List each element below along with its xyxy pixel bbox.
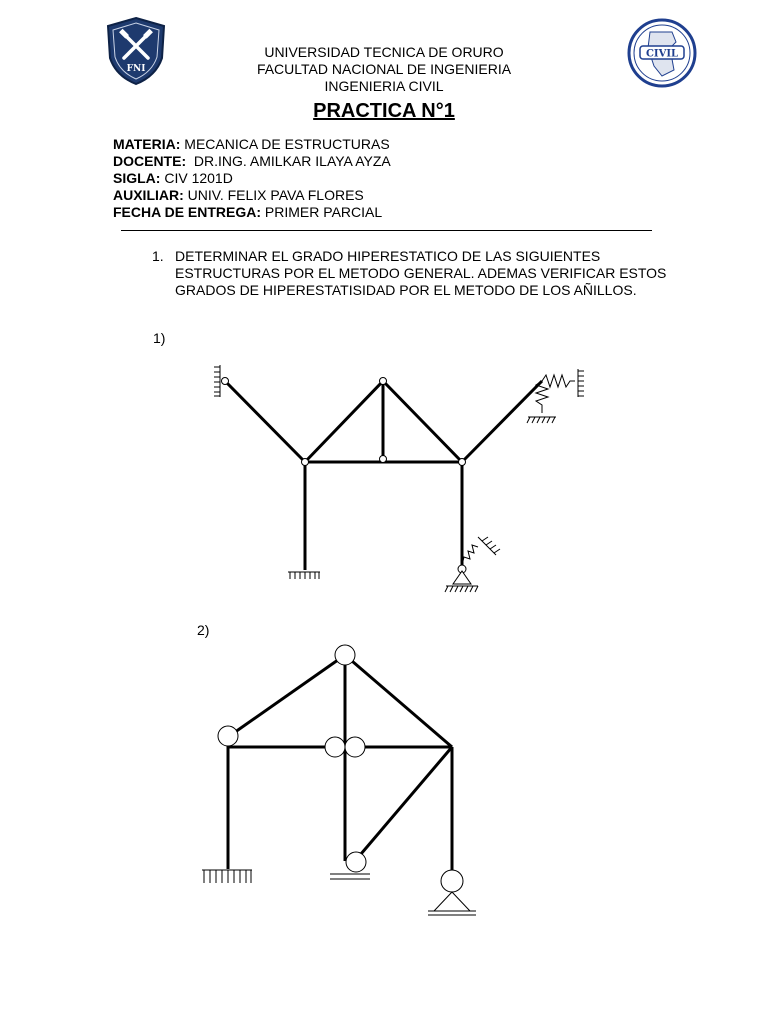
question-line: GRADOS DE HIPERESTATISIDAD POR EL METODO DE LOS AÑILLOS. — [175, 282, 637, 298]
info-value: MECANICA DE ESTRUCTURAS — [180, 136, 390, 152]
faculty-name: FACULTAD NACIONAL DE INGENIERIA — [256, 61, 512, 77]
info-label: MATERIA: — [113, 136, 181, 152]
left-wall-support — [214, 365, 220, 397]
pinned-support — [428, 892, 476, 915]
structure-diagram-2 — [190, 635, 490, 925]
frame-members — [225, 381, 542, 570]
roller-support — [330, 874, 370, 879]
frame-members — [228, 655, 452, 875]
info-row-fecha — [113, 204, 391, 221]
fni-logo-text: FNI — [126, 64, 146, 74]
hinge-nodes — [218, 645, 463, 892]
info-label: AUXILIAR: — [113, 187, 184, 203]
info-row-sigla — [113, 170, 391, 187]
page-title-container — [0, 100, 768, 123]
structure-diagram-1 — [200, 355, 600, 600]
question-line: DETERMINAR EL GRADO HIPERESTATICO DE LAS SIGUIENTES — [175, 248, 601, 264]
header-divider — [121, 230, 652, 231]
question-number: 1. — [152, 248, 164, 264]
info-value: CIV 1201D — [160, 170, 233, 186]
university-name: UNIVERSIDAD TECNICA DE ORURO — [264, 44, 504, 60]
hinge-nodes — [222, 378, 467, 574]
course-info — [113, 136, 391, 221]
info-row-materia — [113, 136, 391, 153]
info-value: UNIV. FELIX PAVA FLORES — [183, 187, 364, 203]
fixed-base-support — [288, 572, 320, 579]
info-label: FECHA DE ENTREGA: — [113, 204, 262, 220]
info-value: PRIMER PARCIAL — [261, 204, 383, 220]
page-title: PRACTICA N°1 — [313, 100, 455, 122]
figure-2-label: 2) — [197, 622, 210, 638]
info-label: DOCENTE: — [113, 153, 187, 169]
department-name: INGENIERIA CIVIL — [324, 78, 444, 94]
question-line: ESTRUCTURAS POR EL METODO GENERAL. ADEMAS VERIFICAR ESTOS — [175, 265, 667, 281]
info-value: DR.ING. AMILKAR ILAYA AYZA — [186, 153, 391, 169]
page-header — [0, 44, 768, 95]
info-label: SIGLA: — [113, 170, 161, 186]
info-row-docente — [113, 153, 391, 170]
info-row-auxiliar — [113, 187, 391, 204]
right-spring-supports — [527, 369, 584, 423]
question-1 — [152, 248, 672, 299]
fixed-base-support — [202, 870, 252, 883]
pinned-spring-support — [445, 537, 500, 592]
civil-logo-text: CIVIL — [645, 48, 679, 60]
figure-1-label: 1) — [153, 330, 166, 346]
